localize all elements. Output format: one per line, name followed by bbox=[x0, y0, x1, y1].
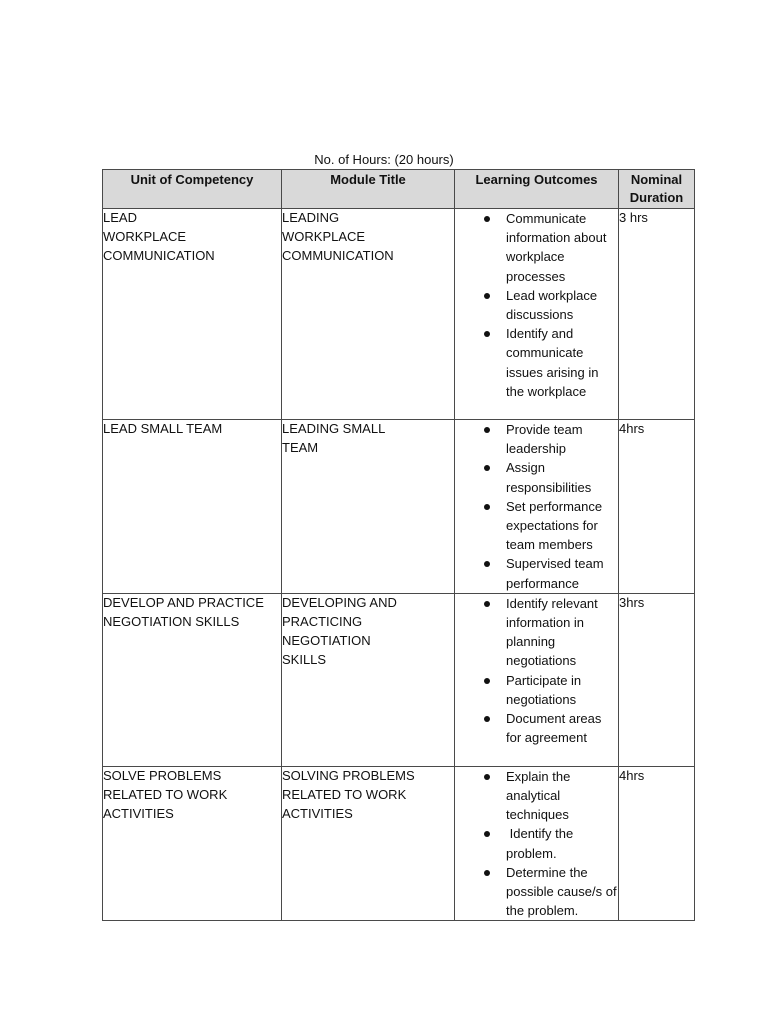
curriculum-table bbox=[102, 169, 695, 921]
list-item bbox=[455, 324, 618, 401]
bullet-icon bbox=[484, 561, 490, 567]
table-row bbox=[103, 766, 695, 921]
unit-of-competency-text: SOLVE PROBLEMS RELATED TO WORK ACTIVITIES bbox=[103, 767, 228, 822]
header-unit-of-competency: Unit of Competency bbox=[103, 170, 282, 209]
unit-of-competency-text: LEAD WORKPLACE COMMUNICATION bbox=[103, 210, 215, 264]
list-item bbox=[455, 709, 618, 747]
module-title-text: SOLVING PROBLEMS RELATED TO WORK ACTIVITIES bbox=[282, 767, 415, 822]
nominal-duration-cell bbox=[619, 766, 695, 921]
list-item bbox=[455, 594, 618, 671]
bullet-icon bbox=[484, 716, 490, 722]
learning-outcomes-list bbox=[455, 209, 618, 401]
learning-outcomes-list bbox=[455, 594, 618, 748]
module-title-cell bbox=[282, 209, 455, 420]
unit-of-competency-cell bbox=[103, 420, 282, 594]
nominal-duration-text: 4hrs bbox=[619, 767, 645, 783]
nominal-duration-text: 3hrs bbox=[619, 594, 645, 610]
bullet-icon bbox=[484, 504, 490, 510]
bullet-icon bbox=[484, 427, 490, 433]
outcome-text: Identify relevant information in planning negotiations bbox=[506, 595, 598, 669]
nominal-duration-cell bbox=[619, 420, 695, 594]
outcome-text: Supervised team performance bbox=[506, 556, 604, 591]
list-item bbox=[455, 767, 618, 825]
bullet-icon bbox=[484, 601, 490, 607]
bullet-icon bbox=[484, 465, 490, 471]
header-learning-outcomes: Learning Outcomes bbox=[455, 170, 619, 209]
module-title-text: LEADING SMALL TEAM bbox=[282, 421, 386, 456]
learning-outcomes-cell bbox=[455, 209, 619, 420]
bullet-icon bbox=[484, 870, 490, 876]
learning-outcomes-cell bbox=[455, 593, 619, 766]
nominal-duration-cell bbox=[619, 593, 695, 766]
learning-outcomes-list bbox=[455, 767, 618, 921]
unit-of-competency-cell bbox=[103, 209, 282, 420]
outcome-text: Participate in negotiations bbox=[506, 672, 582, 707]
outcome-text: Identify and communicate issues arising in the workplace bbox=[506, 326, 599, 399]
unit-of-competency-cell bbox=[103, 766, 282, 921]
table-row bbox=[103, 593, 695, 766]
outcome-text: Identify the problem. bbox=[506, 826, 577, 861]
table-header-row bbox=[103, 170, 695, 209]
nominal-duration-text: 4hrs bbox=[619, 421, 645, 436]
learning-outcomes-cell bbox=[455, 420, 619, 594]
list-item bbox=[455, 209, 618, 286]
bullet-icon bbox=[484, 774, 490, 780]
bullet-icon bbox=[484, 293, 490, 299]
bullet-icon bbox=[484, 331, 490, 337]
nominal-duration-text: 3 hrs bbox=[619, 210, 648, 225]
outcome-text: Provide team leadership bbox=[506, 422, 583, 457]
outcome-text: Lead workplace discussions bbox=[506, 287, 598, 323]
list-item bbox=[455, 554, 618, 592]
bullet-icon bbox=[484, 831, 490, 837]
module-title-cell bbox=[282, 420, 455, 594]
nominal-duration-cell bbox=[619, 209, 695, 420]
outcome-text: Communicate information about workplace processes bbox=[506, 211, 607, 284]
list-item bbox=[455, 863, 618, 921]
list-item bbox=[455, 824, 618, 862]
table-row bbox=[103, 420, 695, 594]
hours-caption: No. of Hours: (20 hours) bbox=[314, 152, 454, 167]
learning-outcomes-cell bbox=[455, 766, 619, 921]
list-item bbox=[455, 458, 618, 496]
list-item bbox=[455, 286, 618, 324]
module-title-cell bbox=[282, 593, 455, 766]
header-module-title: Module Title bbox=[282, 170, 455, 209]
learning-outcomes-list bbox=[455, 420, 618, 593]
unit-of-competency-text: DEVELOP AND PRACTICE NEGOTIATION SKILLS bbox=[103, 594, 264, 630]
outcome-text: Explain the analytical techniques bbox=[506, 768, 571, 823]
unit-of-competency-cell bbox=[103, 593, 282, 766]
bullet-icon bbox=[484, 216, 490, 222]
list-item bbox=[455, 671, 618, 709]
header-nominal-duration: Nominal Duration bbox=[619, 170, 695, 209]
list-item bbox=[455, 497, 618, 555]
module-title-text: DEVELOPING AND PRACTICING NEGOTIATION SKILLS bbox=[282, 594, 397, 668]
bullet-icon bbox=[484, 678, 490, 684]
table-row bbox=[103, 209, 695, 420]
unit-of-competency-text: LEAD SMALL TEAM bbox=[103, 421, 223, 436]
outcome-text: Set performance expectations for team members bbox=[506, 498, 603, 553]
list-item bbox=[455, 420, 618, 458]
outcome-text: Assign responsibilities bbox=[506, 460, 592, 495]
outcome-text: Determine the possible cause/s of the problem. bbox=[506, 864, 617, 919]
outcome-text: Document areas for agreement bbox=[506, 711, 602, 746]
module-title-cell bbox=[282, 766, 455, 921]
module-title-text: LEADING WORKPLACE COMMUNICATION bbox=[282, 210, 394, 264]
